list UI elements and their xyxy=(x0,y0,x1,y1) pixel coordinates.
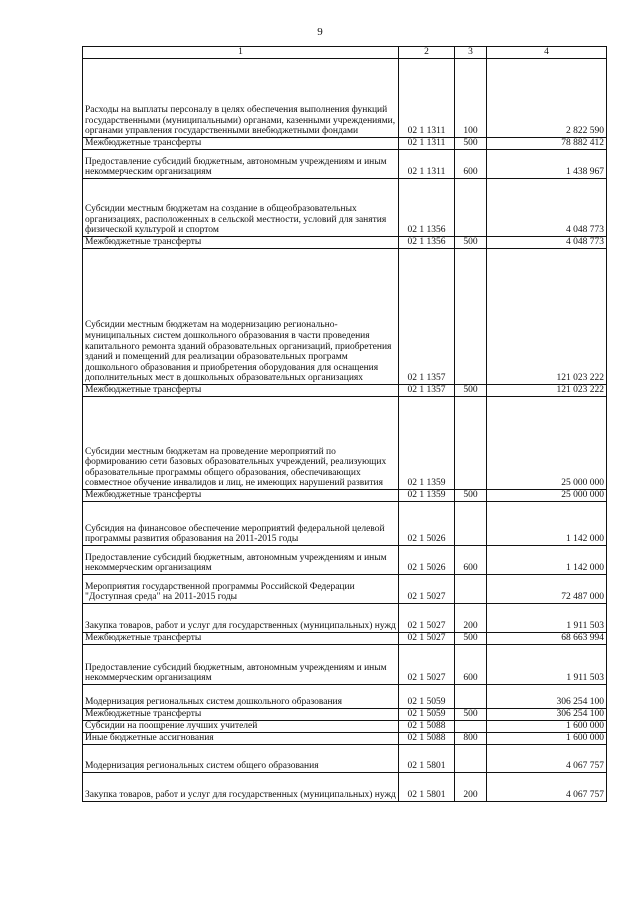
row-amount: 1 600 000 xyxy=(487,733,607,745)
row-description: Межбюджетные трансферты xyxy=(83,490,399,502)
table-row xyxy=(83,721,607,733)
row-code: 02 1 5026 xyxy=(399,502,455,546)
row-description: Межбюджетные трансферты xyxy=(83,385,399,397)
table-row xyxy=(83,397,607,490)
table-row xyxy=(83,237,607,249)
header-column-2: 2 xyxy=(399,47,455,59)
table-row xyxy=(83,59,607,138)
header-column-4: 4 xyxy=(487,47,607,59)
header-column-3: 3 xyxy=(455,47,487,59)
table-header-row xyxy=(83,47,607,59)
header-column-1: 1 xyxy=(83,47,399,59)
row-code: 02 1 1359 xyxy=(399,490,455,502)
row-code: 02 1 1311 xyxy=(399,138,455,150)
row-amount: 4 048 773 xyxy=(487,237,607,249)
row-type xyxy=(455,502,487,546)
row-type xyxy=(455,745,487,773)
row-amount: 121 023 222 xyxy=(487,385,607,397)
table-row xyxy=(83,546,607,575)
table-row xyxy=(83,685,607,709)
row-code: 02 1 5088 xyxy=(399,721,455,733)
row-type: 500 xyxy=(455,385,487,397)
table-row xyxy=(83,745,607,773)
row-amount: 78 882 412 xyxy=(487,138,607,150)
row-amount: 25 000 000 xyxy=(487,397,607,490)
row-description: Модернизация региональных систем общего образования xyxy=(83,745,399,773)
row-code: 02 1 5059 xyxy=(399,709,455,721)
row-type: 100 xyxy=(455,59,487,138)
row-amount: 25 000 000 xyxy=(487,490,607,502)
row-amount: 1 142 000 xyxy=(487,546,607,575)
table-row xyxy=(83,490,607,502)
row-amount: 4 048 773 xyxy=(487,179,607,237)
row-code: 02 1 5088 xyxy=(399,733,455,745)
table-row xyxy=(83,150,607,179)
table-row xyxy=(83,179,607,237)
row-description: Предоставление субсидий бюджетным, автономным учреждениям и иным некоммерческим организациям xyxy=(83,546,399,575)
row-amount: 68 663 994 xyxy=(487,633,607,645)
row-description: Межбюджетные трансферты xyxy=(83,138,399,150)
row-type: 600 xyxy=(455,645,487,685)
row-amount: 1 600 000 xyxy=(487,721,607,733)
row-type xyxy=(455,397,487,490)
row-code: 02 1 5801 xyxy=(399,745,455,773)
table-row xyxy=(83,502,607,546)
row-type xyxy=(455,685,487,709)
row-description: Модернизация региональных систем дошкольного образования xyxy=(83,685,399,709)
row-description: Закупка товаров, работ и услуг для государственных (муниципальных) нужд xyxy=(83,604,399,633)
row-type: 500 xyxy=(455,633,487,645)
row-code: 02 1 1357 xyxy=(399,385,455,397)
row-code: 02 1 1357 xyxy=(399,249,455,385)
row-code: 02 1 5801 xyxy=(399,773,455,802)
table-row xyxy=(83,733,607,745)
row-code: 02 1 5059 xyxy=(399,685,455,709)
table-row xyxy=(83,645,607,685)
row-code: 02 1 5027 xyxy=(399,604,455,633)
table-row xyxy=(83,249,607,385)
row-description: Мероприятия государственной программы Российской Федерации "Доступная среда" на 2011-2015 годы xyxy=(83,575,399,604)
row-code: 02 1 1311 xyxy=(399,150,455,179)
budget-table xyxy=(82,46,607,802)
row-code: 02 1 5026 xyxy=(399,546,455,575)
table-row xyxy=(83,633,607,645)
row-code: 02 1 1311 xyxy=(399,59,455,138)
row-amount: 2 822 590 xyxy=(487,59,607,138)
row-description: Субсидии на поощрение лучших учителей xyxy=(83,721,399,733)
row-type: 200 xyxy=(455,773,487,802)
row-description: Предоставление субсидий бюджетным, автономным учреждениям и иным некоммерческим организациям xyxy=(83,150,399,179)
row-amount: 121 023 222 xyxy=(487,249,607,385)
row-code: 02 1 1356 xyxy=(399,179,455,237)
row-type: 500 xyxy=(455,237,487,249)
row-type: 600 xyxy=(455,150,487,179)
row-amount: 306 254 100 xyxy=(487,685,607,709)
row-amount: 1 142 000 xyxy=(487,502,607,546)
row-description: Закупка товаров, работ и услуг для государственных (муниципальных) нужд xyxy=(83,773,399,802)
table-row xyxy=(83,575,607,604)
row-description: Иные бюджетные ассигнования xyxy=(83,733,399,745)
row-code: 02 1 5027 xyxy=(399,645,455,685)
row-amount: 306 254 100 xyxy=(487,709,607,721)
row-description: Межбюджетные трансферты xyxy=(83,237,399,249)
row-amount: 4 067 757 xyxy=(487,773,607,802)
table-row xyxy=(83,773,607,802)
row-description: Расходы на выплаты персоналу в целях обеспечения выполнения функций государственными (муниципальными) органами, казенными учреждениями, органами управления государственными внебюджетными фондами xyxy=(83,59,399,138)
row-type xyxy=(455,721,487,733)
row-description: Субсидии местным бюджетам на модернизацию регионально-муниципальных систем дошкольного образования в части проведения капитального ремонта зданий образовательных организаций, приобретения зданий и помещений для реализации образовательных программ дошкольного образования и приобретения оборудования для оснащения дополнительных мест в дошкольных образовательных организациях xyxy=(83,249,399,385)
row-type: 500 xyxy=(455,138,487,150)
row-type: 200 xyxy=(455,604,487,633)
row-code: 02 1 1356 xyxy=(399,237,455,249)
row-amount: 4 067 757 xyxy=(487,745,607,773)
table-row xyxy=(83,385,607,397)
row-amount: 1 911 503 xyxy=(487,604,607,633)
row-code: 02 1 5027 xyxy=(399,575,455,604)
row-description: Межбюджетные трансферты xyxy=(83,633,399,645)
row-code: 02 1 5027 xyxy=(399,633,455,645)
row-type: 500 xyxy=(455,709,487,721)
page-number: 9 xyxy=(317,26,323,38)
row-type xyxy=(455,179,487,237)
row-type xyxy=(455,575,487,604)
row-type: 800 xyxy=(455,733,487,745)
table-row xyxy=(83,709,607,721)
row-amount: 1 911 503 xyxy=(487,645,607,685)
row-description: Субсидии местным бюджетам на создание в общеобразовательных организациях, расположенных в сельской местности, условий для занятия физической культурой и спортом xyxy=(83,179,399,237)
row-description: Межбюджетные трансферты xyxy=(83,709,399,721)
row-amount: 72 487 000 xyxy=(487,575,607,604)
row-code: 02 1 1359 xyxy=(399,397,455,490)
row-amount: 1 438 967 xyxy=(487,150,607,179)
row-type: 600 xyxy=(455,546,487,575)
row-type xyxy=(455,249,487,385)
row-description: Субсидии местным бюджетам на проведение мероприятий по формированию сети базовых образовательных учреждений, реализующих образовательные программы общего образования, обеспечивающих совместное обучение инвалидов и лиц, не имеющих нарушений развития xyxy=(83,397,399,490)
row-type: 500 xyxy=(455,490,487,502)
table-row xyxy=(83,138,607,150)
table-row xyxy=(83,604,607,633)
row-description: Предоставление субсидий бюджетным, автономным учреждениям и иным некоммерческим организациям xyxy=(83,645,399,685)
row-description: Субсидия на финансовое обеспечение мероприятий федеральной целевой программы развития образования на 2011-2015 годы xyxy=(83,502,399,546)
